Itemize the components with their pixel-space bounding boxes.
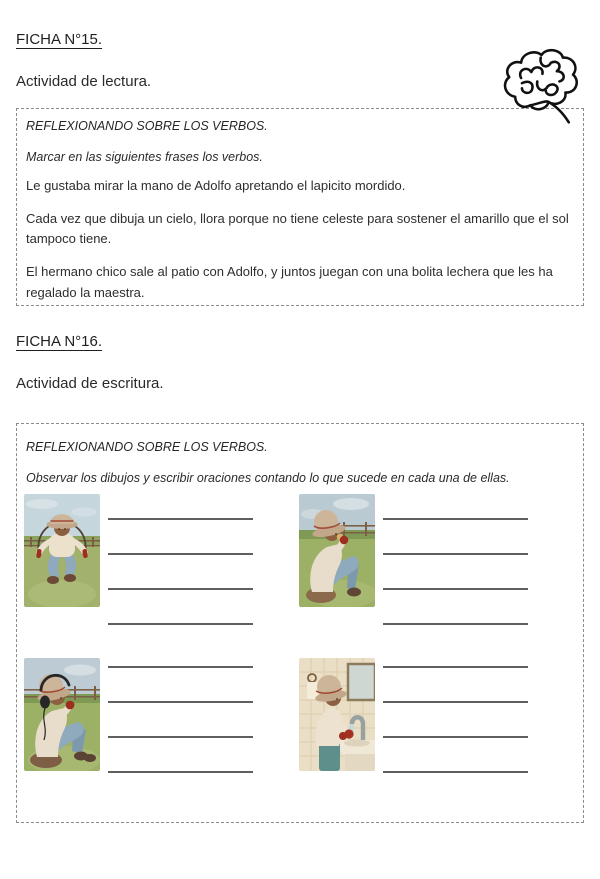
answer-line [108,623,253,625]
answer-line [383,518,528,520]
illustration-child-jumping-rope [24,494,100,607]
sentence-3: El hermano chico sale al patio con Adolfo, y juntos juegan con una bolita lechera que les ha regalado la maestra. [26,264,553,300]
illustration-child-washing-sink [299,658,375,771]
writing-cell-3 [24,658,253,789]
writing-cell-1 [24,494,253,625]
ficha-16-subtitle: Actividad de escritura. [16,375,164,392]
answer-line [383,588,528,590]
answer-lines [108,658,253,789]
answer-line [383,553,528,555]
answer-line [383,666,528,668]
answer-line [108,666,253,668]
illustration-child-headphones [24,658,100,771]
illustration-child-sitting-eating [299,494,375,607]
box1-heading: REFLEXIONANDO SOBRE LOS VERBOS. [26,119,268,133]
writing-cell-2 [299,494,538,625]
answer-line [383,701,528,703]
answer-line [108,518,253,520]
answer-line [108,736,253,738]
picture-writing-grid [24,494,574,789]
worksheet-page [0,31,600,879]
sentence-2: Cada vez que dibuja un cielo, llora porque no tiene celeste para sostener el amarillo que el sol tampoco tiene. [26,211,569,247]
answer-lines [108,494,253,625]
answer-line [108,553,253,555]
answer-line [383,736,528,738]
answer-line [383,771,528,773]
writing-activity-box [16,423,584,823]
answer-line [383,623,528,625]
box2-instruction: Observar los dibujos y escribir oraciones contando lo que sucede en cada una de ellas. [26,471,510,485]
answer-line [108,701,253,703]
ficha-15-subtitle: Actividad de lectura. [16,73,152,90]
box1-instruction: Marcar en las siguientes frases los verbos. [26,150,263,164]
brain-doodle-icon [496,44,582,124]
answer-line [108,588,253,590]
sentence-1: Le gustaba mirar la mano de Adolfo apretando el lapicito mordido. [26,178,406,193]
answer-line [108,771,253,773]
answer-lines [383,658,528,789]
writing-cell-4 [299,658,538,789]
answer-lines [383,494,528,625]
ficha-15-title: FICHA N°15. [16,31,103,48]
reading-activity-box [16,108,584,306]
box2-heading: REFLEXIONANDO SOBRE LOS VERBOS. [26,440,268,454]
ficha-16-title: FICHA N°16. [16,333,103,350]
